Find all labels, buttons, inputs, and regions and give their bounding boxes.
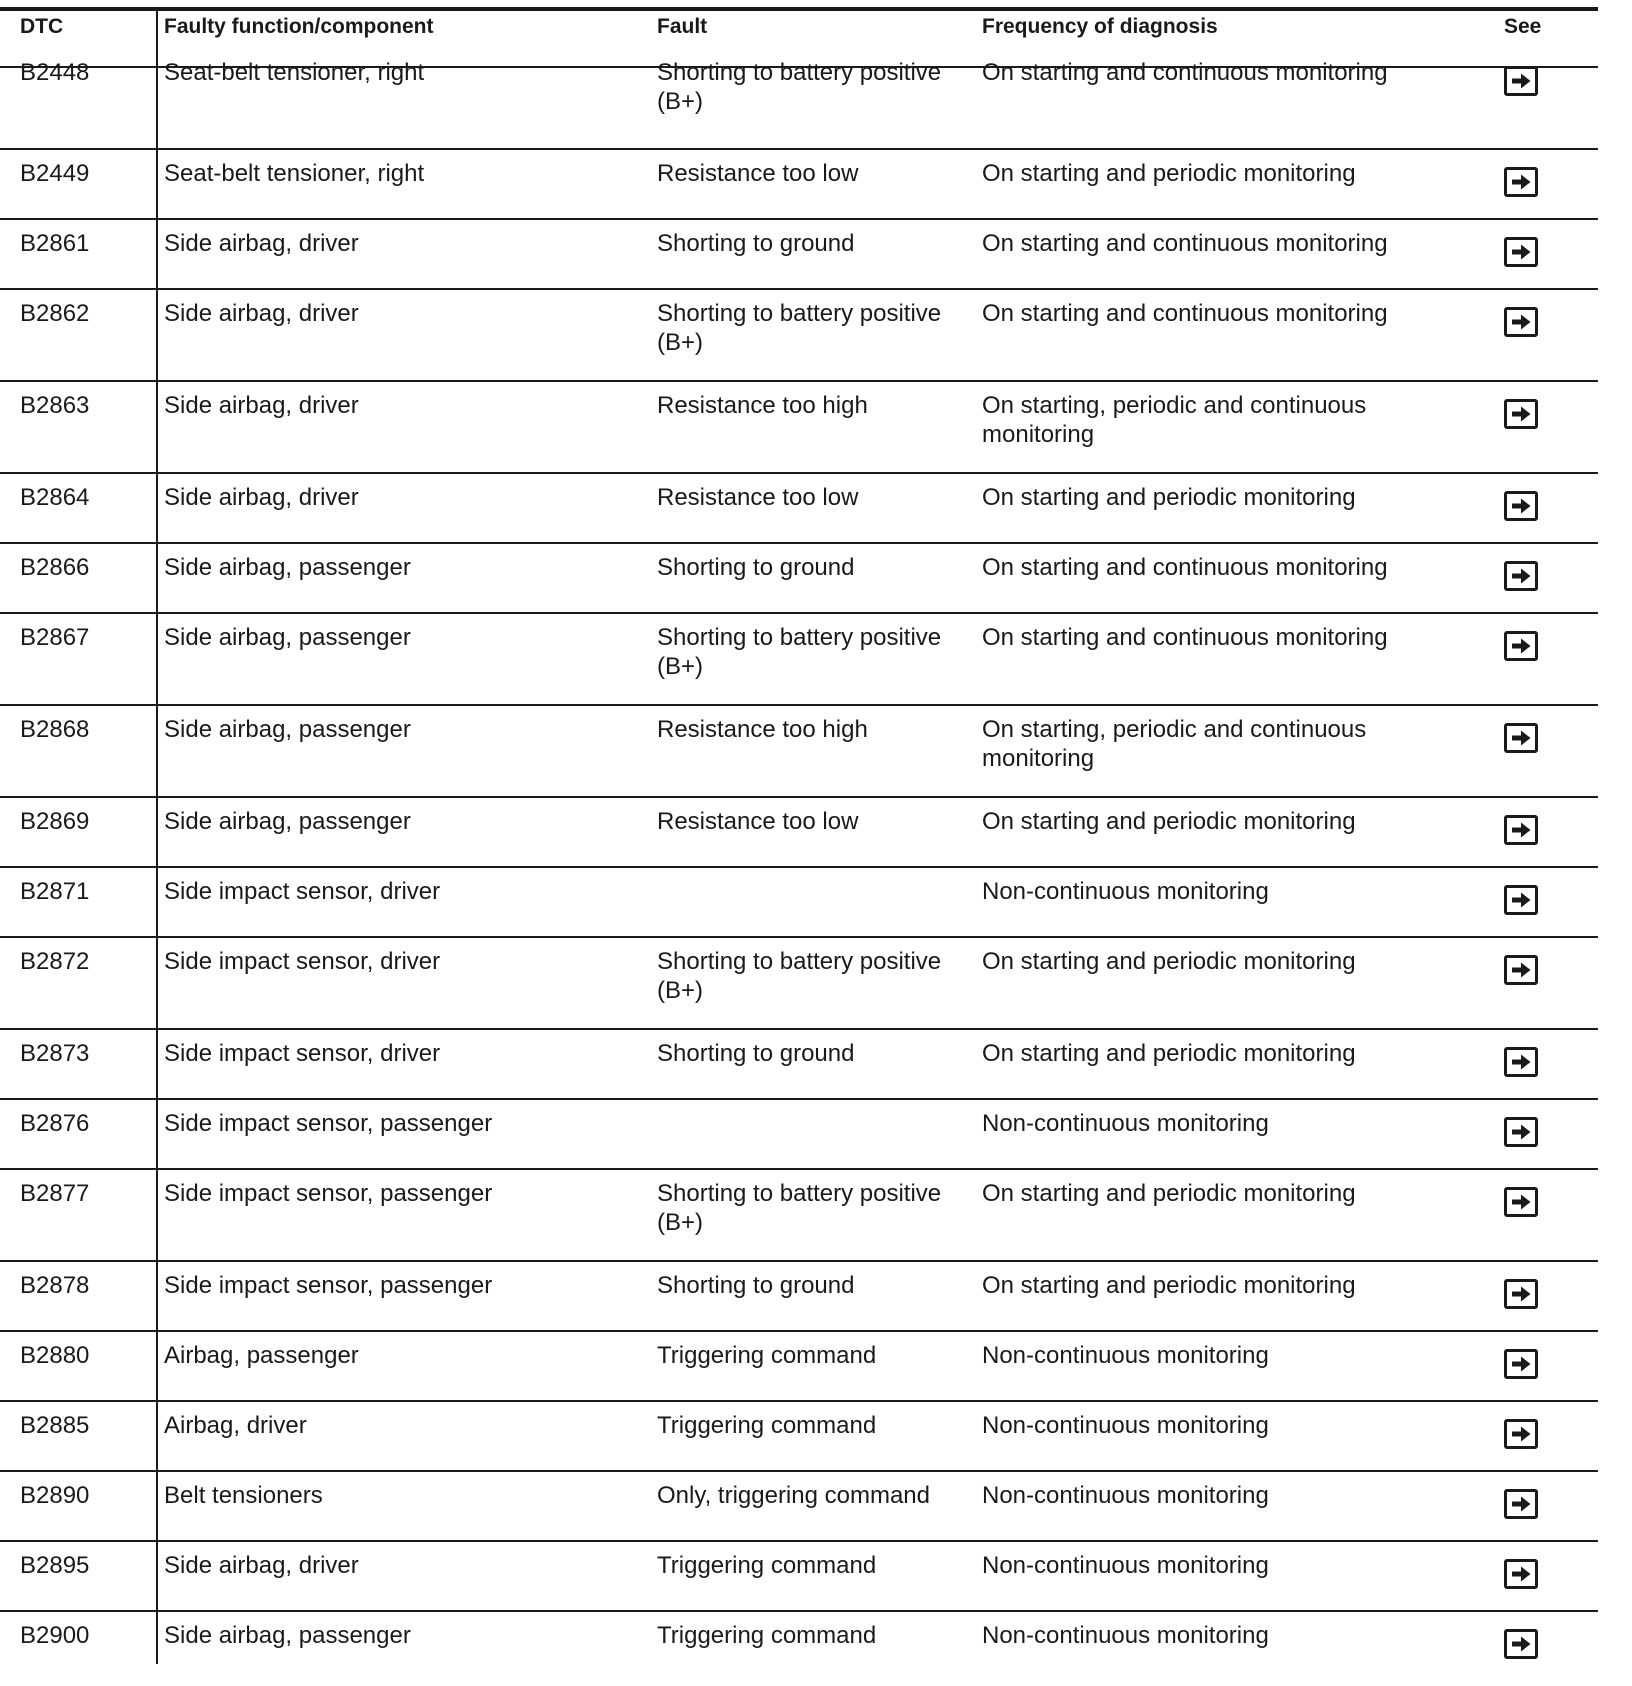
row-rule [0, 148, 1598, 150]
component-cell: Side impact sensor, driver [164, 878, 441, 905]
header-see: See [1504, 15, 1542, 38]
arrow-right-icon-glyph [1510, 637, 1532, 655]
table-row [0, 148, 1598, 218]
component-cell: Side impact sensor, driver [164, 948, 441, 975]
frequency-cell [982, 58, 1388, 87]
frequency-cell [982, 1481, 1269, 1510]
dtc-cell: B2868 [20, 716, 90, 743]
arrow-right-icon[interactable] [1504, 815, 1538, 845]
arrow-right-icon[interactable] [1504, 167, 1538, 197]
fault-cell-line: Triggering command [657, 1412, 877, 1439]
dtc-cell: B2866 [20, 554, 90, 581]
component-cell: Airbag, passenger [164, 1342, 359, 1369]
table-row [0, 542, 1598, 612]
fault-cell-line: (B+) [657, 1209, 704, 1236]
table-top-rule [0, 7, 1598, 11]
frequency-cell [982, 715, 1366, 773]
arrow-right-icon-glyph [1510, 821, 1532, 839]
frequency-cell-line: Non-continuous monitoring [982, 878, 1269, 905]
arrow-right-icon-glyph [1510, 243, 1532, 261]
table-row [0, 1028, 1598, 1098]
table-row [0, 58, 1598, 148]
arrow-right-icon-glyph [1510, 567, 1532, 585]
fault-cell [657, 58, 941, 116]
dtc-cell: B2895 [20, 1552, 90, 1579]
frequency-cell-line: On starting and periodic monitoring [982, 808, 1356, 835]
component-cell: Side airbag, driver [164, 484, 359, 511]
frequency-cell-line: Non-continuous monitoring [982, 1622, 1269, 1649]
fault-cell [657, 1179, 941, 1237]
table-row [0, 1540, 1598, 1610]
arrow-right-icon-glyph [1510, 1285, 1532, 1303]
component-cell: Side impact sensor, passenger [164, 1272, 493, 1299]
table-row [0, 612, 1598, 704]
table-row [0, 796, 1598, 866]
frequency-cell [982, 229, 1388, 258]
frequency-cell [982, 877, 1269, 906]
header-dtc: DTC [20, 15, 64, 38]
frequency-cell [982, 1039, 1356, 1068]
row-rule [0, 1400, 1598, 1402]
row-rule [0, 936, 1598, 938]
table-row [0, 866, 1598, 936]
frequency-cell [982, 1341, 1269, 1370]
frequency-cell [982, 159, 1356, 188]
frequency-cell [982, 1411, 1269, 1440]
arrow-right-icon[interactable] [1504, 1117, 1538, 1147]
arrow-right-icon-glyph [1510, 497, 1532, 515]
arrow-right-icon[interactable] [1504, 1279, 1538, 1309]
fault-cell-line: Shorting to battery positive [657, 624, 942, 651]
component-cell: Airbag, driver [164, 1412, 307, 1439]
frequency-cell [982, 1179, 1356, 1208]
component-cell: Seat-belt tensioner, right [164, 160, 425, 187]
header-frequency: Frequency of diagnosis [982, 15, 1218, 38]
frequency-cell-line: On starting and continuous monitoring [982, 554, 1388, 581]
fault-cell-line: Resistance too high [657, 392, 868, 419]
arrow-right-icon[interactable] [1504, 1419, 1538, 1449]
row-rule [0, 218, 1598, 220]
frequency-cell-line: On starting and periodic monitoring [982, 1272, 1356, 1299]
row-rule [0, 1260, 1598, 1262]
dtc-cell: B2890 [20, 1482, 90, 1509]
frequency-cell [982, 1621, 1269, 1650]
row-rule [0, 472, 1598, 474]
table-row [0, 704, 1598, 796]
frequency-cell-line: On starting, periodic and continuous [982, 392, 1367, 419]
arrow-right-icon[interactable] [1504, 631, 1538, 661]
table-row [0, 472, 1598, 542]
arrow-right-icon-glyph [1510, 1635, 1532, 1653]
fault-cell [657, 715, 868, 744]
frequency-cell [982, 1109, 1269, 1138]
frequency-cell-line: On starting and periodic monitoring [982, 948, 1356, 975]
fault-cell-line: Shorting to battery positive [657, 948, 942, 975]
component-cell: Side airbag, driver [164, 300, 359, 327]
frequency-cell-line: Non-continuous monitoring [982, 1552, 1269, 1579]
fault-cell-line: (B+) [657, 329, 704, 356]
fault-cell-line: Shorting to ground [657, 1272, 855, 1299]
fault-cell [657, 553, 854, 582]
arrow-right-icon[interactable] [1504, 723, 1538, 753]
frequency-cell-line: Non-continuous monitoring [982, 1342, 1269, 1369]
component-cell: Side airbag, driver [164, 1552, 359, 1579]
fault-cell-line: Shorting to battery positive [657, 300, 942, 327]
fault-cell [657, 1621, 876, 1650]
table-row [0, 936, 1598, 1028]
frequency-cell-line: On starting and periodic monitoring [982, 160, 1356, 187]
dtc-cell: B2863 [20, 392, 90, 419]
component-cell: Side impact sensor, passenger [164, 1180, 493, 1207]
fault-cell-line: Only, triggering command [657, 1482, 930, 1509]
arrow-right-icon[interactable] [1504, 237, 1538, 267]
component-cell: Side airbag, passenger [164, 716, 411, 743]
dtc-cell: B2864 [20, 484, 90, 511]
arrow-right-icon-glyph [1510, 961, 1532, 979]
frequency-cell [982, 299, 1388, 328]
dtc-cell: B2867 [20, 624, 90, 651]
frequency-cell-line: Non-continuous monitoring [982, 1412, 1269, 1439]
dtc-cell: B2873 [20, 1040, 90, 1067]
row-rule [0, 1330, 1598, 1332]
frequency-cell-line: On starting and periodic monitoring [982, 1180, 1356, 1207]
arrow-right-icon-glyph [1510, 1355, 1532, 1373]
fault-cell [657, 1039, 854, 1068]
arrow-right-icon[interactable] [1504, 1489, 1538, 1519]
arrow-right-icon-glyph [1510, 72, 1532, 90]
arrow-right-icon[interactable] [1504, 885, 1538, 915]
fault-cell-line: Resistance too high [657, 716, 868, 743]
frequency-cell-line: On starting and continuous monitoring [982, 624, 1388, 651]
frequency-cell-line: monitoring [982, 421, 1095, 448]
dtc-cell: B2861 [20, 230, 90, 257]
fault-cell-line: Shorting to ground [657, 554, 855, 581]
table-row [0, 218, 1598, 288]
table-row [0, 1610, 1598, 1664]
frequency-cell [982, 391, 1366, 449]
arrow-right-icon-glyph [1510, 1193, 1532, 1211]
fault-cell-line: Shorting to ground [657, 230, 855, 257]
dtc-cell: B2877 [20, 1180, 90, 1207]
arrow-right-icon-glyph [1510, 173, 1532, 191]
fault-cell [657, 1341, 876, 1370]
component-cell: Side impact sensor, driver [164, 1040, 441, 1067]
row-rule [0, 1470, 1598, 1472]
header-fault: Fault [657, 15, 708, 38]
row-rule [0, 866, 1598, 868]
arrow-right-icon[interactable] [1504, 399, 1538, 429]
row-rule [0, 612, 1598, 614]
dtc-cell: B2878 [20, 1272, 90, 1299]
row-rule [0, 1098, 1598, 1100]
frequency-cell-line: On starting and periodic monitoring [982, 484, 1356, 511]
component-cell: Side airbag, passenger [164, 808, 411, 835]
table-row [0, 288, 1598, 380]
frequency-cell [982, 1271, 1356, 1300]
frequency-cell [982, 553, 1388, 582]
header-component: Faulty function/component [164, 15, 434, 38]
row-rule [0, 1540, 1598, 1542]
fault-cell-line: Shorting to battery positive [657, 59, 942, 86]
fault-cell [657, 1481, 930, 1510]
row-rule [0, 1610, 1598, 1612]
arrow-right-icon[interactable] [1504, 1629, 1538, 1659]
component-cell: Side airbag, passenger [164, 554, 411, 581]
fault-cell [657, 159, 858, 188]
frequency-cell-line: Non-continuous monitoring [982, 1110, 1269, 1137]
fault-cell [657, 1551, 876, 1580]
table-row [0, 1330, 1598, 1400]
component-cell: Belt tensioners [164, 1482, 323, 1509]
dtc-cell: B2448 [20, 59, 90, 86]
row-rule [0, 1028, 1598, 1030]
row-rule [0, 542, 1598, 544]
fault-cell-line: Triggering command [657, 1552, 877, 1579]
frequency-cell-line: On starting and continuous monitoring [982, 230, 1388, 257]
arrow-right-icon[interactable] [1504, 561, 1538, 591]
arrow-right-icon-glyph [1510, 313, 1532, 331]
dtc-cell: B2449 [20, 160, 90, 187]
dtc-cell: B2880 [20, 1342, 90, 1369]
arrow-right-icon[interactable] [1504, 491, 1538, 521]
arrow-right-icon-glyph [1510, 1123, 1532, 1141]
frequency-cell-line: On starting and continuous monitoring [982, 300, 1388, 327]
dtc-cell: B2869 [20, 808, 90, 835]
frequency-cell-line: On starting and continuous monitoring [982, 59, 1388, 86]
frequency-cell-line: On starting and periodic monitoring [982, 1040, 1356, 1067]
arrow-right-icon-glyph [1510, 1053, 1532, 1071]
fault-cell [657, 807, 858, 836]
dtc-cell: B2871 [20, 878, 90, 905]
frequency-cell-line: monitoring [982, 745, 1095, 772]
fault-cell-line: Triggering command [657, 1622, 877, 1649]
row-rule [0, 288, 1598, 290]
component-cell: Seat-belt tensioner, right [164, 59, 425, 86]
arrow-right-icon-glyph [1510, 1565, 1532, 1583]
component-cell: Side airbag, passenger [164, 624, 411, 651]
arrow-right-icon[interactable] [1504, 1047, 1538, 1077]
arrow-right-icon-glyph [1510, 891, 1532, 909]
frequency-cell [982, 1551, 1269, 1580]
frequency-cell-line: Non-continuous monitoring [982, 1482, 1269, 1509]
arrow-right-icon-glyph [1510, 405, 1532, 423]
fault-cell-line: Triggering command [657, 1342, 877, 1369]
fault-cell-line: Shorting to ground [657, 1040, 855, 1067]
arrow-right-icon-glyph [1510, 729, 1532, 747]
arrow-right-icon[interactable] [1504, 1349, 1538, 1379]
frequency-cell [982, 623, 1388, 652]
component-cell: Side impact sensor, passenger [164, 1110, 493, 1137]
fault-cell [657, 623, 941, 681]
arrow-right-icon[interactable] [1504, 955, 1538, 985]
frequency-cell-line: On starting, periodic and continuous [982, 716, 1367, 743]
fault-cell [657, 391, 868, 420]
arrow-right-icon[interactable] [1504, 1187, 1538, 1217]
frequency-cell [982, 947, 1356, 976]
frequency-cell [982, 483, 1356, 512]
arrow-right-icon[interactable] [1504, 66, 1538, 96]
component-cell: Side airbag, driver [164, 230, 359, 257]
table-row [0, 1098, 1598, 1168]
fault-cell-line: (B+) [657, 88, 704, 115]
table-row [0, 380, 1598, 472]
table-row [0, 1470, 1598, 1540]
fault-cell-line: Shorting to battery positive [657, 1180, 942, 1207]
dtc-cell: B2862 [20, 300, 90, 327]
row-rule [0, 1168, 1598, 1170]
arrow-right-icon-glyph [1510, 1425, 1532, 1443]
fault-cell-line: Resistance too low [657, 160, 859, 187]
table-row [0, 1260, 1598, 1330]
arrow-right-icon-glyph [1510, 1495, 1532, 1513]
dtc-cell: B2900 [20, 1622, 90, 1649]
table-row [0, 1168, 1598, 1260]
fault-cell [657, 1411, 876, 1440]
frequency-cell [982, 807, 1356, 836]
table-row [0, 1400, 1598, 1470]
fault-cell [657, 947, 941, 1005]
fault-cell-line: Resistance too low [657, 484, 859, 511]
arrow-right-icon[interactable] [1504, 1559, 1538, 1589]
fault-cell [657, 1271, 854, 1300]
fault-cell-line: (B+) [657, 653, 704, 680]
fault-cell-line: Resistance too low [657, 808, 859, 835]
fault-cell [657, 299, 941, 357]
fault-cell [657, 229, 854, 258]
dtc-cell: B2876 [20, 1110, 90, 1137]
fault-cell [657, 483, 858, 512]
arrow-right-icon[interactable] [1504, 307, 1538, 337]
row-rule [0, 704, 1598, 706]
dtc-cell: B2872 [20, 948, 90, 975]
dtc-cell: B2885 [20, 1412, 90, 1439]
row-rule [0, 380, 1598, 382]
row-rule [0, 796, 1598, 798]
component-cell: Side airbag, passenger [164, 1622, 411, 1649]
fault-cell-line: (B+) [657, 977, 704, 1004]
component-cell: Side airbag, driver [164, 392, 359, 419]
